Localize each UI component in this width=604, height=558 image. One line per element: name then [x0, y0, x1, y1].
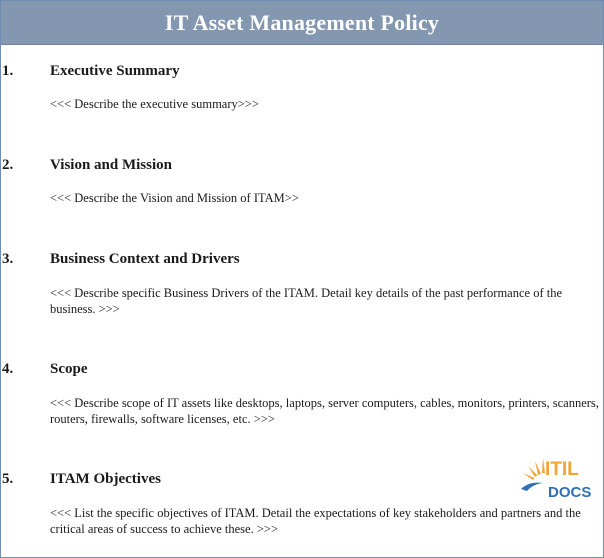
section-title: Scope	[50, 361, 88, 377]
itil-docs-logo-graphic	[519, 453, 599, 505]
section-title: Business Context and Drivers	[50, 251, 240, 267]
section-description: <<< Describe specific Business Drivers of the ITAM. Detail key details of the past performance of the business. >>>	[50, 286, 562, 316]
logo-itil-text: ITIL	[545, 459, 579, 480]
section-description: <<< Describe scope of IT assets like desktops, laptops, server computers, cables, monitors, printers, scanners, routers, firewalls, software licenses, etc. >>>	[50, 396, 599, 426]
section-description: <<< Describe the executive summary>>>	[50, 97, 259, 111]
section-number: 2.	[2, 157, 14, 173]
section-description: <<< List the specific objectives of ITAM. Detail the expectations of key stakeholders and partners and the critical areas of success to achieve these. >>>	[50, 506, 581, 536]
section-number: 1.	[2, 63, 14, 79]
section-heading	[1, 471, 603, 491]
section-description: <<< Describe the Vision and Mission of ITAM>>	[50, 191, 299, 205]
document-title: IT Asset Management Policy	[164, 9, 440, 35]
section-title: ITAM Objectives	[50, 471, 161, 487]
section-heading	[1, 251, 603, 271]
section-title: Vision and Mission	[50, 157, 172, 173]
logo-ray	[528, 466, 538, 477]
section-executive-summary	[1, 63, 603, 111]
logo-swoosh	[521, 483, 543, 491]
section-heading	[1, 361, 603, 381]
section-business-context	[1, 251, 603, 316]
section-number: 4.	[2, 361, 14, 377]
title-bar	[1, 1, 603, 45]
logo-ray	[535, 461, 541, 475]
section-scope	[1, 361, 603, 426]
section-number: 3.	[2, 251, 14, 267]
section-heading	[1, 157, 603, 177]
section-title: Executive Summary	[50, 63, 180, 79]
section-number: 5.	[2, 471, 14, 487]
section-vision-mission	[1, 157, 603, 205]
section-heading	[1, 63, 603, 83]
logo-ray	[523, 473, 535, 480]
logo-docs-text: DOCS	[548, 484, 592, 501]
itil-docs-logo	[519, 453, 599, 505]
